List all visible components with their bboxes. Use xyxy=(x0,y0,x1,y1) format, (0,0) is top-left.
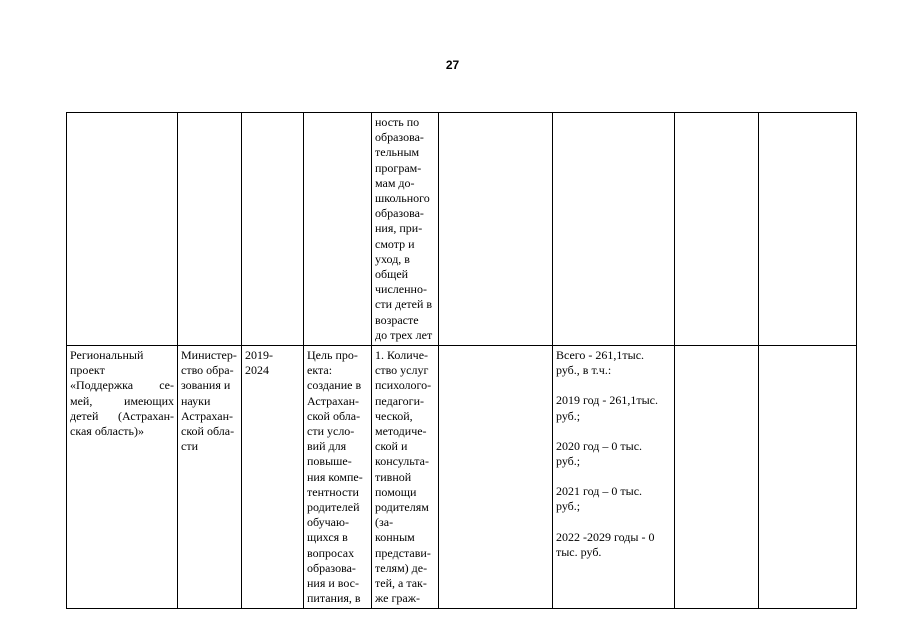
text-line: представи- xyxy=(375,545,431,560)
cell-col9 xyxy=(759,113,857,346)
text-line: возрасте xyxy=(375,312,419,327)
text-line: уход, в xyxy=(375,251,410,266)
cell-col9 xyxy=(759,346,857,609)
text-line: ство обра- xyxy=(181,363,234,378)
text-line: ность по xyxy=(375,115,420,129)
text-line: телям) де- xyxy=(375,560,428,575)
text-line: численно- xyxy=(375,282,427,297)
text-line: ская область)» xyxy=(70,424,144,439)
text-line: ской обла- xyxy=(181,424,235,439)
cell-indicator-value xyxy=(439,113,553,346)
table-row-project xyxy=(67,346,857,609)
text-line: тентности xyxy=(307,484,359,499)
text-line: методиче- xyxy=(375,424,427,439)
text-line: ния компе- xyxy=(307,469,363,484)
text-line: мам до- xyxy=(375,175,415,190)
cell-col8 xyxy=(675,113,759,346)
text-line: сти детей в xyxy=(375,297,433,312)
text-line: тей, а так- xyxy=(375,576,427,591)
text-line: мей, имеющих xyxy=(70,393,174,408)
text-line: ческой, xyxy=(375,408,413,423)
text-line: образова- xyxy=(307,560,356,575)
cell-funding xyxy=(553,346,675,609)
text-line: сти усло- xyxy=(307,424,355,439)
cell-period xyxy=(242,346,304,609)
text-line: тивной xyxy=(375,469,412,484)
text-line: Министер- xyxy=(181,348,237,362)
text-line: «Поддержка се- xyxy=(70,378,174,393)
funding-total-unit: руб., в т.ч.: xyxy=(556,363,612,378)
text-line: питания, в xyxy=(307,591,361,606)
text-line: вий для xyxy=(307,439,347,454)
text-line: школьного xyxy=(375,191,430,206)
cell-executor xyxy=(178,113,242,346)
text-line: помощи xyxy=(375,484,417,499)
text-line: смотр и xyxy=(375,236,415,251)
text-line: Региональный xyxy=(70,348,144,362)
text-line: 2019- xyxy=(245,348,273,362)
funding-2020-unit: руб.; xyxy=(556,454,581,469)
text-line: конным xyxy=(375,530,415,545)
cell-goal xyxy=(304,113,372,346)
cell-col8 xyxy=(675,346,759,609)
cell-indicator xyxy=(372,113,439,346)
funding-2019: 2019 год - 261,1тыс. xyxy=(556,393,659,408)
text-line: психолого- xyxy=(375,378,432,393)
text-line: повыше- xyxy=(307,454,352,469)
cell-funding xyxy=(553,113,675,346)
cell-project-name xyxy=(67,346,178,609)
cell-executor xyxy=(178,346,242,609)
text-line: ской и xyxy=(375,439,408,454)
text-line: Астрахан- xyxy=(181,408,233,423)
text-line: родителям xyxy=(375,500,429,515)
text-line: ской обла- xyxy=(307,408,361,423)
cell-project-name xyxy=(67,113,178,346)
text-line: ния и вос- xyxy=(307,576,359,591)
funding-2019-unit: руб.; xyxy=(556,408,581,423)
cell-indicator-value xyxy=(439,346,553,609)
text-line: проект xyxy=(70,363,105,378)
text-line: програм- xyxy=(375,160,422,175)
text-line: консульта- xyxy=(375,454,429,469)
text-line: педагоги- xyxy=(375,393,424,408)
page-number: 27 xyxy=(445,58,460,72)
text-line: 1. Количе- xyxy=(375,348,429,362)
funding-total: Всего - 261,1тыс. xyxy=(556,348,645,362)
text-line: сти xyxy=(181,439,198,454)
text-line: общей xyxy=(375,267,409,282)
table-row-continuation xyxy=(67,113,857,346)
text-line: науки xyxy=(181,393,211,408)
text-line: ство услуг xyxy=(375,363,429,378)
program-table xyxy=(66,112,857,609)
cell-period xyxy=(242,113,304,346)
funding-2020: 2020 год – 0 тыс. xyxy=(556,438,643,453)
text-line: образова- xyxy=(375,206,424,221)
text-line: екта: xyxy=(307,363,333,378)
text-line: создание в xyxy=(307,378,362,393)
text-line: образова- xyxy=(375,130,424,145)
text-line: детей (Астрахан- xyxy=(70,408,174,423)
text-line: тельным xyxy=(375,145,420,160)
text-line: до трех лет xyxy=(375,327,433,342)
text-line: ния, при- xyxy=(375,221,423,236)
text-line: обучаю- xyxy=(307,515,349,530)
text-line: (за- xyxy=(375,515,394,530)
funding-2022-2029: 2022 -2029 годы - 0 xyxy=(556,529,655,544)
text-line: Астрахан- xyxy=(307,393,359,408)
text-line: родителей xyxy=(307,500,360,515)
text-line: щихся в xyxy=(307,530,348,545)
cell-goal xyxy=(304,346,372,609)
text-line: же граж- xyxy=(375,591,420,606)
funding-2021: 2021 год – 0 тыс. xyxy=(556,484,643,499)
funding-2022-2029-unit: тыс. руб. xyxy=(556,544,602,559)
text-line: зования и xyxy=(181,378,231,393)
text-line: вопросах xyxy=(307,545,355,560)
text-line: 2024 xyxy=(245,363,269,378)
text-line: Цель про- xyxy=(307,348,358,362)
funding-2021-unit: руб.; xyxy=(556,499,581,514)
cell-indicator xyxy=(372,346,439,609)
